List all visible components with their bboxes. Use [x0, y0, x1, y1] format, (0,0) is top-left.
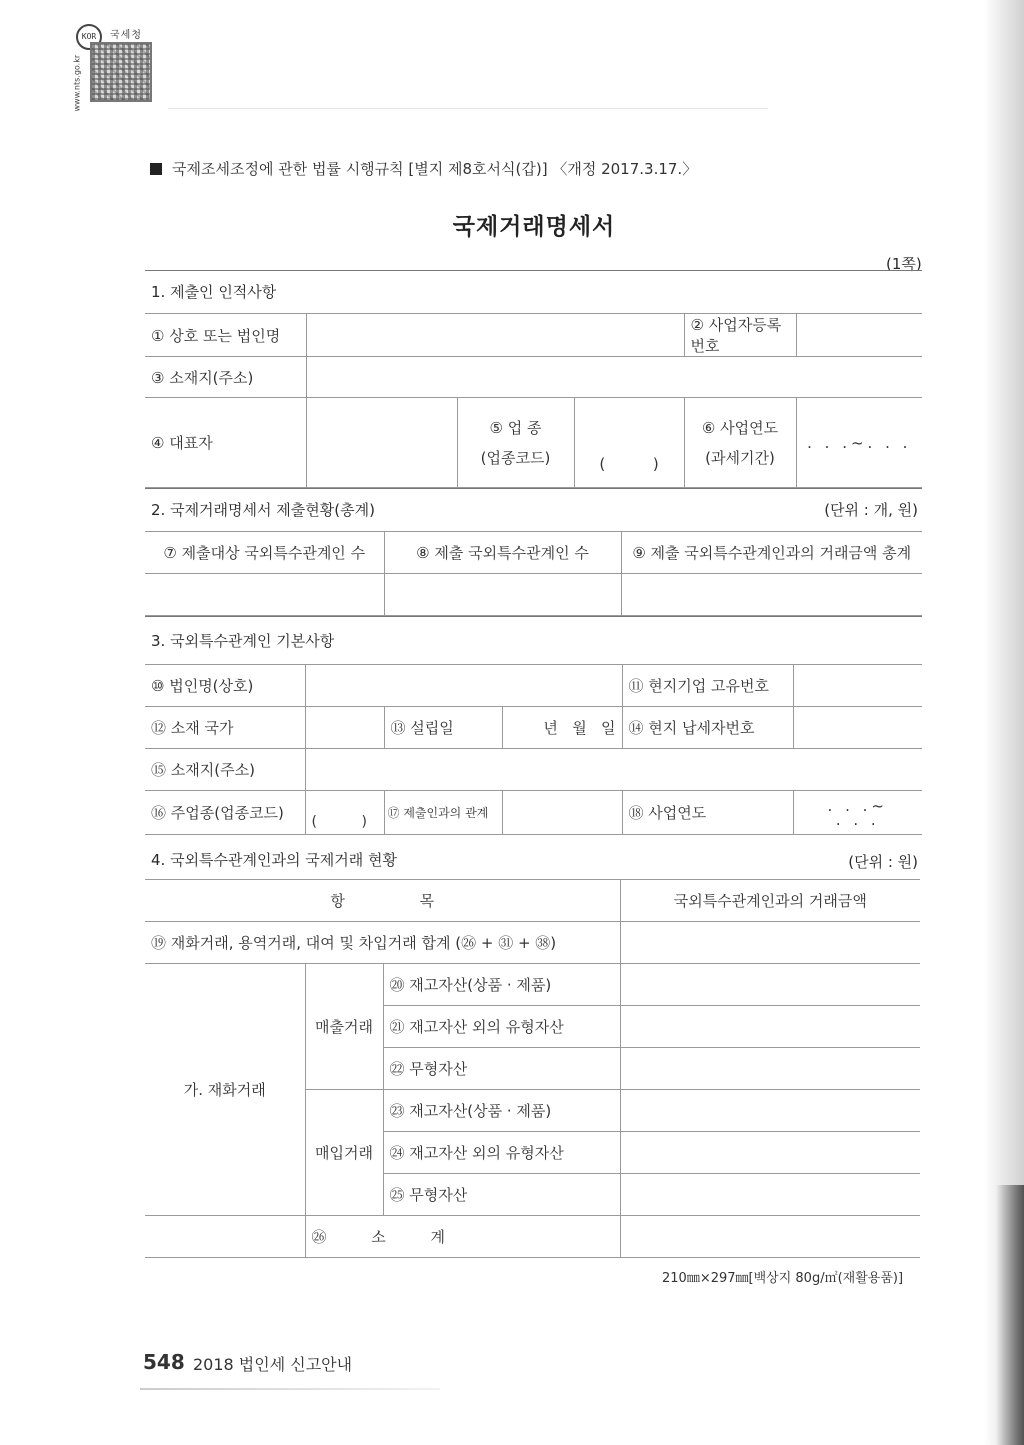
main-business-label: ⑯ 주업종(업종코드) — [145, 791, 305, 835]
established-date-field[interactable]: 년 월 일 — [502, 707, 622, 749]
purchase-tangible-label: ㉔ 재고자산 외의 유형자산 — [383, 1132, 620, 1174]
related-address-field[interactable] — [305, 749, 922, 791]
address-field[interactable] — [306, 357, 922, 398]
book-title: 2018 법인세 신고안내 — [193, 1355, 353, 1374]
form-title: 국제거래명세서 — [452, 214, 616, 240]
paper-spec: 210㎜×297㎜[백상지 80g/㎡(재활용품)] — [662, 1271, 904, 1286]
business-type-label: ⑤ 업 종 (업종코드) — [457, 398, 574, 488]
country-field[interactable] — [305, 707, 384, 749]
local-tin-label: ⑭ 현지 납세자번호 — [622, 707, 793, 749]
purchase-group-label: 매입거래 — [305, 1090, 383, 1216]
total-amount-field[interactable] — [621, 574, 922, 616]
purchase-inventory-label: ㉓ 재고자산(상품 · 제품) — [383, 1090, 620, 1132]
fiscal-year-label: ⑥ 사업연도 (과세기간) — [684, 398, 796, 488]
representative-label: ④ 대표자 — [145, 398, 306, 488]
fiscal-period-field[interactable]: . . .~. . . — [796, 398, 922, 488]
purchase-inventory-field[interactable] — [620, 1090, 920, 1132]
sales-tangible-label: ㉑ 재고자산 외의 유형자산 — [383, 1006, 620, 1048]
section4-header — [145, 835, 922, 879]
goods-transactions-label: 가. 재화거래 — [145, 964, 305, 1216]
related-name-label: ⑩ 법인명(상호) — [145, 665, 305, 707]
local-id-label: ⑪ 현지기업 고유번호 — [622, 665, 793, 707]
submitted-count-field[interactable] — [384, 574, 621, 616]
international-transaction-form — [145, 270, 922, 1258]
legal-basis-text: 국제조세조정에 관한 법률 시행규칙 [별지 제8호서식(갑)] 〈개정 2017.3.17.〉 — [172, 160, 698, 178]
header-divider — [168, 108, 768, 109]
sales-inventory-label: ⑳ 재고자산(상품 · 제품) — [383, 964, 620, 1006]
amount-column-header: 국외특수관계인과의 거래금액 — [620, 880, 920, 922]
sales-inventory-field[interactable] — [620, 964, 920, 1006]
purchase-tangible-field[interactable] — [620, 1132, 920, 1174]
biz-reg-no-label: ② 사업자등록번호 — [684, 314, 796, 357]
square-bullet-icon — [150, 163, 162, 175]
sales-tangible-field[interactable] — [620, 1006, 920, 1048]
total-transactions-field[interactable] — [620, 922, 920, 964]
relation-label: ⑰ 제출인과의 관계 — [384, 791, 502, 835]
section1-table — [145, 313, 922, 488]
company-name-field[interactable] — [306, 314, 684, 357]
purchase-intangible-label: ㉕ 무형자산 — [383, 1174, 620, 1216]
purchase-intangible-field[interactable] — [620, 1174, 920, 1216]
page-indicator: (1쪽) — [886, 255, 922, 273]
nts-seal-icon: KOR — [76, 24, 102, 50]
subtotal-label: ㉖ 소 계 — [305, 1216, 620, 1258]
agency-name: 국세청 — [110, 30, 142, 41]
page-number: 548 — [143, 1350, 185, 1374]
section1-header — [145, 270, 922, 313]
related-address-label: ⑮ 소재지(주소) — [145, 749, 305, 791]
total-transactions-label: ⑲ 재화거래, 용역거래, 대여 및 차입거래 합계 (㉖ + ㉛ + ㊳) — [145, 922, 620, 964]
subtotal-field[interactable] — [620, 1216, 920, 1258]
section4-unit: (단위 : 원) — [848, 853, 918, 871]
business-code-field[interactable]: ( ) — [574, 398, 684, 488]
representative-field[interactable] — [306, 398, 457, 488]
established-label: ⑬ 설립일 — [384, 707, 502, 749]
total-amount-label: ⑨ 제출 국외특수관계인과의 거래금액 총계 — [621, 532, 922, 574]
item-column-header: 항 목 — [145, 880, 620, 922]
target-count-label: ⑦ 제출대상 국외특수관계인 수 — [145, 532, 384, 574]
section3-header — [145, 616, 922, 664]
section1-title: 1. 제출인 인적사항 — [151, 283, 277, 301]
agency-url: www.nts.go.kr — [72, 54, 82, 112]
related-fiscal-period-field[interactable]: . . .~ . . . — [793, 791, 922, 835]
company-name-label: ① 상호 또는 법인명 — [145, 314, 306, 357]
section2-unit: (단위 : 개, 원) — [824, 501, 918, 519]
sales-intangible-field[interactable] — [620, 1048, 920, 1090]
sales-intangible-label: ㉒ 무형자산 — [383, 1048, 620, 1090]
section3-title: 3. 국외특수관계인 기본사항 — [151, 632, 335, 650]
related-name-field[interactable] — [305, 665, 622, 707]
submitted-count-label: ⑧ 제출 국외특수관계인 수 — [384, 532, 621, 574]
country-label: ⑫ 소재 국가 — [145, 707, 305, 749]
section2-header — [145, 488, 922, 531]
subtotal-spacer — [145, 1216, 305, 1258]
section4-table — [145, 879, 920, 1258]
related-fiscal-year-label: ⑱ 사업연도 — [622, 791, 793, 835]
section3-table — [145, 664, 922, 835]
section2-title: 2. 국제거래명세서 제출현황(총계) — [151, 501, 375, 519]
legal-basis — [150, 158, 697, 179]
sales-group-label: 매출거래 — [305, 964, 383, 1090]
footer-divider — [140, 1388, 440, 1390]
address-label: ③ 소재지(주소) — [145, 357, 306, 398]
target-count-field[interactable] — [145, 574, 384, 616]
local-id-field[interactable] — [793, 665, 922, 707]
biz-reg-no-field[interactable] — [796, 314, 922, 357]
relation-field[interactable] — [502, 791, 622, 835]
nts-logo — [70, 20, 160, 112]
page-corner-shadow — [996, 1185, 1024, 1445]
section2-table — [145, 531, 922, 616]
local-tin-field[interactable] — [793, 707, 922, 749]
qr-code-icon — [90, 42, 152, 102]
main-business-code-field[interactable]: ( ) — [305, 791, 384, 835]
section4-title: 4. 국외특수관계인과의 국제거래 현황 — [151, 851, 397, 869]
